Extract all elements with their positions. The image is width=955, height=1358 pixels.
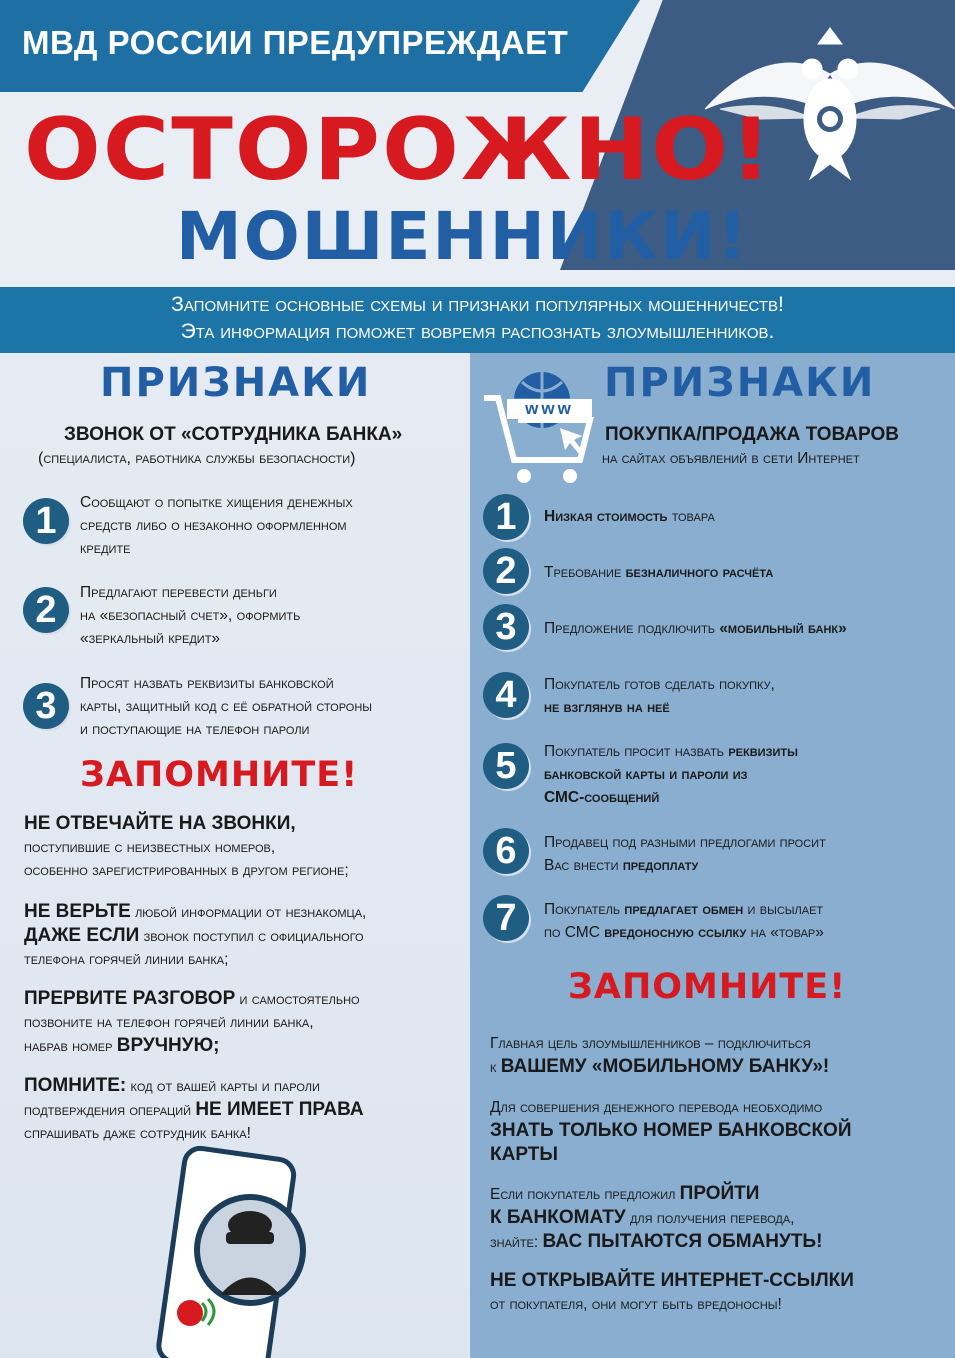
www-label: www	[507, 399, 592, 419]
number-badge: 6	[483, 828, 529, 874]
left-tip-3: ПРЕРВИТЕ РАЗГОВОР и самостоятельно позвоните на телефон горячей линии банка, набрав номер ВРУЧНУЮ;	[24, 988, 360, 1056]
number-badge: 2	[483, 548, 529, 594]
right-tip-3: Если покупатель предложил ПРОЙТИ К БАНКОМАТУ для получения перевода, знайте: ВАС ПЫТАЮТСЯ ОБМАНУТЬ!	[490, 1183, 823, 1252]
headline-fraudsters: МОШЕННИКИ!	[176, 198, 750, 275]
number-badge: 7	[483, 895, 529, 941]
info-line-1: Запомните основные схемы и признаки популярных мошенничеств!	[171, 293, 784, 316]
right-remember-title: ЗАПОМНИТЕ!	[568, 967, 847, 1007]
right-sign-item-1: Низкая стоимость товара	[544, 508, 715, 525]
right-sign-item-2: Требование безналичного расчёта	[544, 564, 774, 581]
right-subtitle-note: на сайтах объявлений в сети Интернет	[602, 450, 860, 467]
web-shopping-cart-icon	[482, 368, 597, 488]
info-line-2: Эта информация поможет вовремя распознать злоумышленников.	[180, 320, 775, 343]
smartphone-scammer-icon	[150, 1145, 320, 1358]
left-sign-item-2: Предлагают перевести деньги на «безопасный счет», оформить «зеркальный кредит»	[80, 584, 301, 647]
right-tip-4: НЕ ОТКРЫВАЙТЕ ИНТЕРНЕТ-ССЫЛКИ от покупателя, они могут быть вредоносны!	[490, 1270, 854, 1313]
left-tip-4: ПОМНИТЕ: код от вашей карты и пароли подтверждения операций НЕ ИМЕЕТ ПРАВА спрашивать даже сотрудник банка!	[24, 1075, 364, 1142]
right-sign-item-4: Покупатель готов сделать покупку, не взглянув на неё	[544, 676, 775, 716]
left-tip-2: НЕ ВЕРЬТЕ любой информации от незнакомца, ДАЖЕ ЕСЛИ звонок поступил с официального телефона горячей линии банка;	[24, 901, 367, 968]
number-badge: 5	[483, 743, 529, 789]
left-sign-item-3: Просят назвать реквизиты банковской карты, защитный код с её обратной стороны и поступающие на телефон пароли	[80, 675, 373, 738]
headline-caution: ОСТОРОЖНО!	[24, 100, 774, 200]
right-sign-item-6: Продавец под разными предлогами просит Вас внести предоплату	[544, 834, 826, 874]
left-subtitle-note: (специалиста, работника службы безопасности)	[38, 450, 356, 467]
left-sign-item-1: Сообщают о попытке хищения денежных средств либо о незаконно оформленном кредите	[80, 494, 353, 557]
left-section-title: ПРИЗНАКИ	[100, 360, 372, 406]
left-remember-title: ЗАПОМНИТЕ!	[80, 755, 359, 795]
number-badge: 3	[23, 683, 69, 729]
number-badge: 3	[483, 604, 529, 650]
left-tip-1: НЕ ОТВЕЧАЙТЕ НА ЗВОНКИ, поступившие с неизвестных номеров, особенно зарегистрированных в другом регионе;	[24, 813, 349, 879]
left-subtitle: ЗВОНОК ОТ «СОТРУДНИКА БАНКА»	[64, 424, 403, 445]
right-section-title: ПРИЗНАКИ	[604, 360, 876, 406]
number-badge: 2	[23, 587, 69, 633]
right-sign-item-5: Покупатель просит назвать реквизиты банковской карты и пароли из СМС-сообщений	[544, 743, 798, 806]
right-tip-1: Главная цель злоумышленников – подключиться к ВАШЕМУ «МОБИЛЬНОМУ БАНКУ»!	[490, 1035, 830, 1077]
top-banner-title: МВД РОССИИ ПРЕДУПРЕЖДАЕТ	[22, 24, 569, 61]
number-badge: 4	[483, 672, 529, 718]
right-sign-item-3: Предложение подключить «мобильный банк»	[544, 620, 847, 637]
right-tip-2: Для совершения денежного перевода необходимо ЗНАТЬ ТОЛЬКО НОМЕР БАНКОВСКОЙ КАРТЫ	[490, 1099, 852, 1165]
right-subtitle: ПОКУПКА/ПРОДАЖА ТОВАРОВ	[605, 424, 899, 445]
number-badge: 1	[23, 498, 69, 544]
number-badge: 1	[483, 494, 529, 540]
right-sign-item-7: Покупатель предлагает обмен и высылает по СМС вредоносную ссылку на «товар»	[544, 901, 824, 941]
